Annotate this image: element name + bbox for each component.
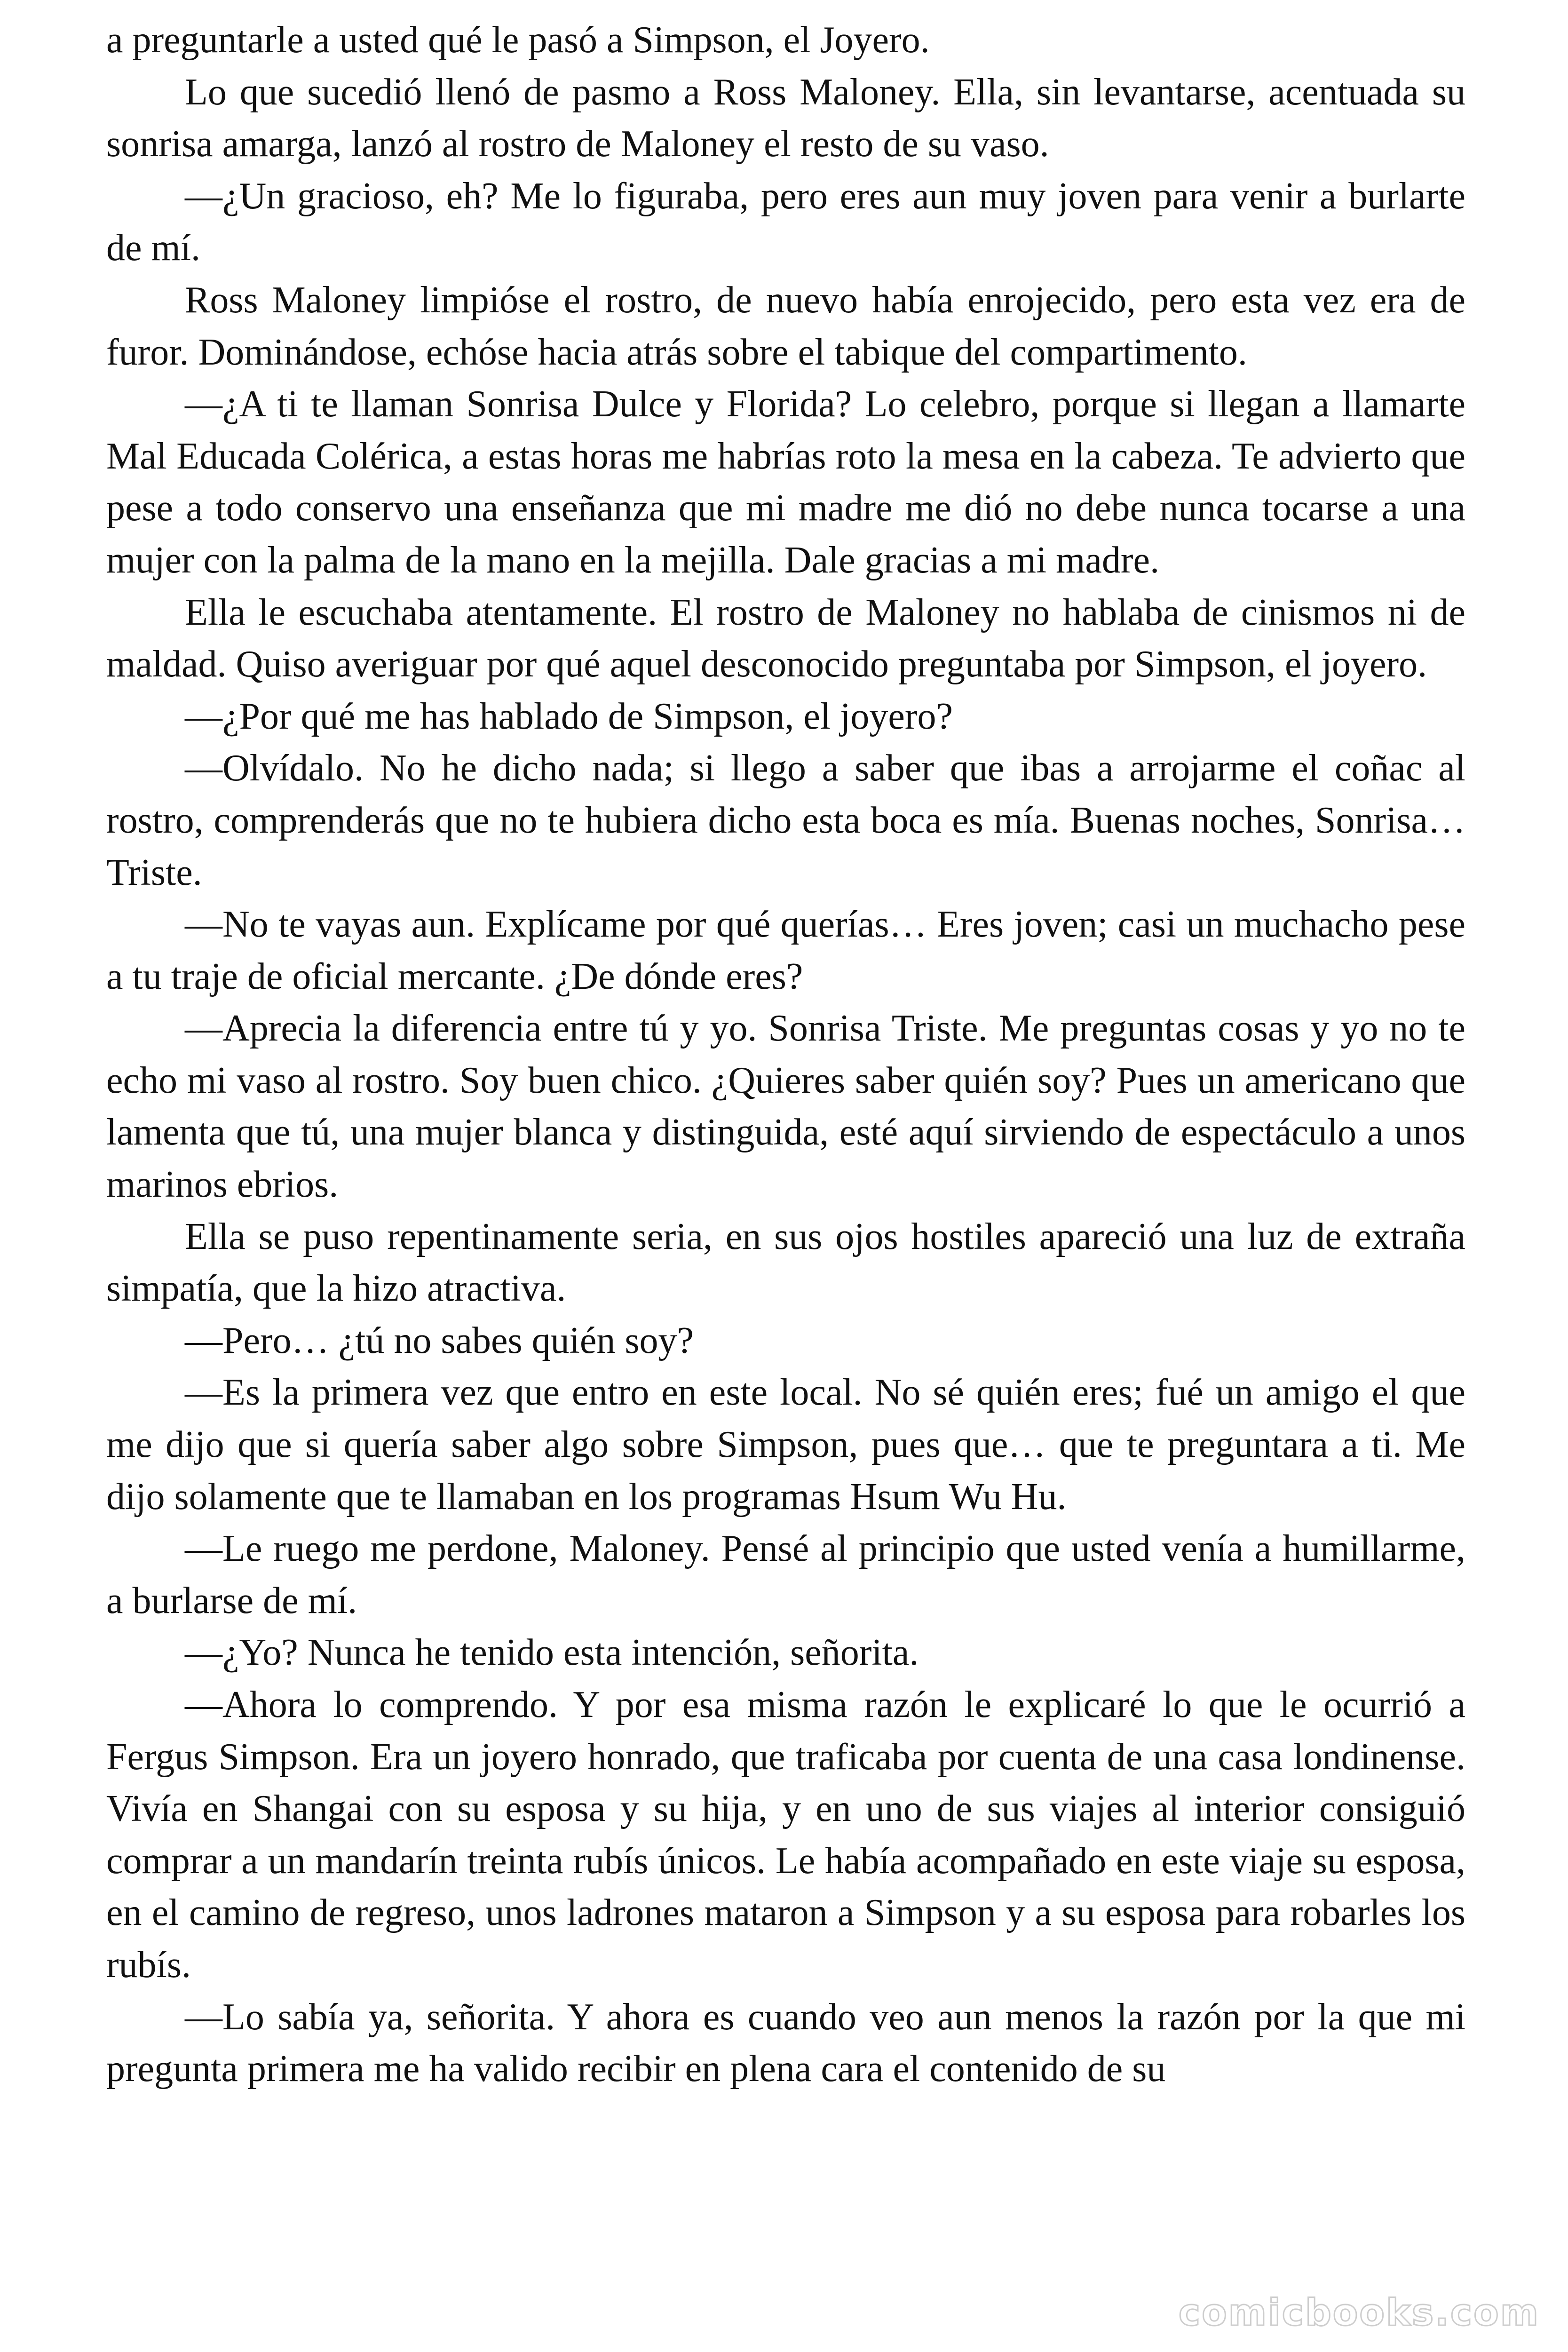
paragraph: —Le ruego me perdone, Maloney. Pensé al principio que usted venía a humillarme, a burlarse de mí. <box>106 1528 1465 1621</box>
paragraph: a preguntarle a usted qué le pasó a Simpson, el Joyero. <box>106 19 930 61</box>
paragraph: —Olvídalo. No he dicho nada; si llego a saber que ibas a arrojarme el coñac al rostro, comprenderás que no te hubiera dicho esta boca es mía. Buenas noches, Sonrisa… Triste. <box>106 747 1465 893</box>
page-text <box>106 14 1465 2095</box>
watermark: comicbooks.com <box>1178 2292 1540 2334</box>
paragraph: —Pero… ¿tú no sabes quién soy? <box>185 1319 694 1361</box>
paragraph: —¿Por qué me has hablado de Simpson, el joyero? <box>185 695 953 737</box>
paragraph: —Ahora lo comprendo. Y por esa misma razón le explicaré lo que le ocurrió a Fergus Simpson. Era un joyero honrado, que traficaba por cuenta de una casa londinense. Vivía en Shangai con su esposa y su hija, y en uno de sus viajes al interior consiguió comprar a un mandarín treinta rubís únicos. Le había acompañado en este viaje su esposa, en el camino de regreso, unos ladrones mataron a Simpson y a su esposa para robarles los rubís. <box>106 1684 1465 1986</box>
paragraph: Lo que sucedió llenó de pasmo a Ross Maloney. Ella, sin levantarse, acentuada su sonrisa amarga, lanzó al rostro de Maloney el resto de su vaso. <box>106 71 1465 165</box>
paragraph: Ella se puso repentinamente seria, en sus ojos hostiles apareció una luz de extraña simpatía, que la hizo atractiva. <box>106 1216 1465 1310</box>
paragraph: Ella le escuchaba atentamente. El rostro de Maloney no hablaba de cinismos ni de maldad. Quiso averiguar por qué aquel desconocido preguntaba por Simpson, el joyero. <box>106 591 1465 685</box>
paragraph: —Lo sabía ya, señorita. Y ahora es cuando veo aun menos la razón por la que mi pregunta primera me ha valido recibir en plena cara el contenido de su <box>106 1996 1465 2090</box>
paragraph: —No te vayas aun. Explícame por qué querías… Eres joven; casi un muchacho pese a tu traje de oficial mercante. ¿De dónde eres? <box>106 904 1465 997</box>
paragraph: —¿A ti te llaman Sonrisa Dulce y Florida? Lo celebro, porque si llegan a llamarte Mal Educada Colérica, a estas horas me habrías roto la mesa en la cabeza. Te advierto que pese a todo conservo una enseñanza que mi madre me dió no debe nunca tocarse a una mujer con la palma de la mano en la mejilla. Dale gracias a mi madre. <box>106 383 1465 581</box>
paragraph: —¿Yo? Nunca he tenido esta intención, señorita. <box>185 1632 919 1674</box>
paragraph: —¿Un gracioso, eh? Me lo figuraba, pero eres aun muy joven para venir a burlarte de mí. <box>106 175 1465 269</box>
paragraph: —Es la primera vez que entro en este local. No sé quién eres; fué un amigo el que me dijo que si quería saber algo sobre Simpson, pues que… que te preguntara a ti. Me dijo solamente que te llamaban en los programas Hsum Wu Hu. <box>106 1372 1465 1518</box>
paragraph: Ross Maloney limpióse el rostro, de nuevo había enrojecido, pero esta vez era de furor. Dominándose, echóse hacia atrás sobre el tabique del compartimento. <box>106 279 1465 373</box>
paragraph: —Aprecia la diferencia entre tú y yo. Sonrisa Triste. Me preguntas cosas y yo no te echo mi vaso al rostro. Soy buen chico. ¿Quieres saber quién soy? Pues un americano que lamenta que tú, una mujer blanca y distinguida, esté aquí sirviendo de espectáculo a unos marinos ebrios. <box>106 1008 1465 1206</box>
